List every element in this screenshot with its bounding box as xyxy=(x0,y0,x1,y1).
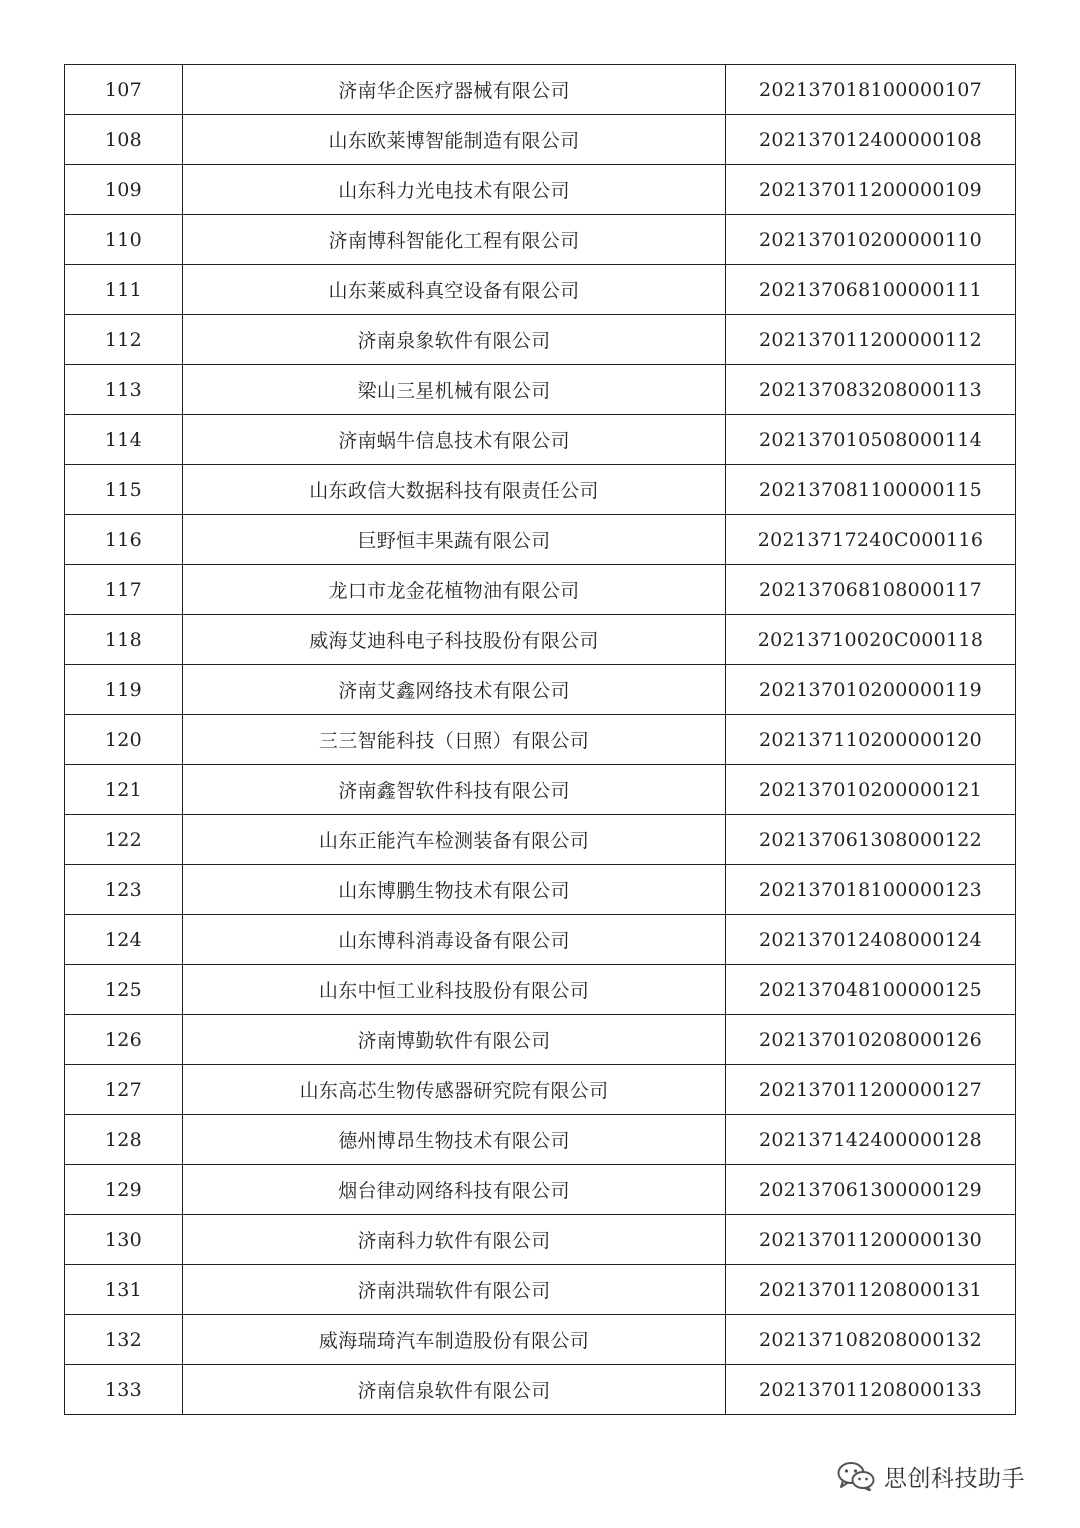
registration-code: 202137011200000112 xyxy=(726,315,1016,365)
company-name: 济南博科智能化工程有限公司 xyxy=(183,215,726,265)
company-name: 济南博勤软件有限公司 xyxy=(183,1015,726,1065)
company-name: 龙口市龙金花植物油有限公司 xyxy=(183,565,726,615)
table-row xyxy=(65,1015,1016,1065)
company-name: 济南鑫智软件科技有限公司 xyxy=(183,765,726,815)
registration-code: 202137010200000110 xyxy=(726,215,1016,265)
row-number: 113 xyxy=(65,365,183,415)
table-row xyxy=(65,115,1016,165)
row-number: 133 xyxy=(65,1365,183,1415)
row-number: 126 xyxy=(65,1015,183,1065)
registration-code: 20213717240C000116 xyxy=(726,515,1016,565)
company-name: 山东中恒工业科技股份有限公司 xyxy=(183,965,726,1015)
table-row xyxy=(65,1115,1016,1165)
row-number: 132 xyxy=(65,1315,183,1365)
row-number: 122 xyxy=(65,815,183,865)
table-row xyxy=(65,515,1016,565)
registration-code: 202137011200000109 xyxy=(726,165,1016,215)
row-number: 115 xyxy=(65,465,183,515)
table-row xyxy=(65,765,1016,815)
row-number: 111 xyxy=(65,265,183,315)
table-row xyxy=(65,965,1016,1015)
table-row xyxy=(65,715,1016,765)
row-number: 128 xyxy=(65,1115,183,1165)
company-name: 济南洪瑞软件有限公司 xyxy=(183,1265,726,1315)
row-number: 124 xyxy=(65,915,183,965)
registration-code: 202137018100000123 xyxy=(726,865,1016,915)
company-name: 山东政信大数据科技有限责任公司 xyxy=(183,465,726,515)
company-name: 山东科力光电技术有限公司 xyxy=(183,165,726,215)
registration-code: 202137110200000120 xyxy=(726,715,1016,765)
company-name: 梁山三星机械有限公司 xyxy=(183,365,726,415)
row-number: 130 xyxy=(65,1215,183,1265)
registration-code: 202137068108000117 xyxy=(726,565,1016,615)
company-name: 山东莱威科真空设备有限公司 xyxy=(183,265,726,315)
table-row xyxy=(65,415,1016,465)
row-number: 112 xyxy=(65,315,183,365)
row-number: 119 xyxy=(65,665,183,715)
company-name: 济南科力软件有限公司 xyxy=(183,1215,726,1265)
row-number: 114 xyxy=(65,415,183,465)
registration-code: 202137011200000130 xyxy=(726,1215,1016,1265)
registration-code: 202137011208000131 xyxy=(726,1265,1016,1315)
registration-code: 202137061308000122 xyxy=(726,815,1016,865)
row-number: 116 xyxy=(65,515,183,565)
table-row xyxy=(65,165,1016,215)
company-name: 威海艾迪科电子科技股份有限公司 xyxy=(183,615,726,665)
company-name: 三三智能科技（日照）有限公司 xyxy=(183,715,726,765)
registration-code: 202137061300000129 xyxy=(726,1165,1016,1215)
table-row xyxy=(65,465,1016,515)
row-number: 107 xyxy=(65,65,183,115)
company-table xyxy=(64,64,1016,1415)
table-row xyxy=(65,865,1016,915)
company-name: 济南艾鑫网络技术有限公司 xyxy=(183,665,726,715)
company-name: 巨野恒丰果蔬有限公司 xyxy=(183,515,726,565)
company-name: 山东欧莱博智能制造有限公司 xyxy=(183,115,726,165)
table-row xyxy=(65,565,1016,615)
row-number: 125 xyxy=(65,965,183,1015)
registration-code: 202137081100000115 xyxy=(726,465,1016,515)
watermark xyxy=(836,1458,1025,1494)
table-row xyxy=(65,265,1016,315)
registration-code: 202137108208000132 xyxy=(726,1315,1016,1365)
row-number: 108 xyxy=(65,115,183,165)
row-number: 117 xyxy=(65,565,183,615)
registration-code: 202137010200000119 xyxy=(726,665,1016,715)
table-row xyxy=(65,1315,1016,1365)
registration-code: 202137011208000133 xyxy=(726,1365,1016,1415)
registration-code: 20213710020C000118 xyxy=(726,615,1016,665)
table-row xyxy=(65,315,1016,365)
row-number: 131 xyxy=(65,1265,183,1315)
table-row xyxy=(65,1065,1016,1115)
wechat-icon xyxy=(836,1461,876,1491)
company-list-sheet xyxy=(64,64,1015,1415)
company-name: 济南泉象软件有限公司 xyxy=(183,315,726,365)
row-number: 110 xyxy=(65,215,183,265)
table-row xyxy=(65,615,1016,665)
table-row xyxy=(65,65,1016,115)
row-number: 121 xyxy=(65,765,183,815)
company-table-body xyxy=(65,65,1016,1415)
row-number: 120 xyxy=(65,715,183,765)
company-name: 济南华企医疗器械有限公司 xyxy=(183,65,726,115)
registration-code: 202137018100000107 xyxy=(726,65,1016,115)
table-row xyxy=(65,1365,1016,1415)
table-row xyxy=(65,215,1016,265)
row-number: 129 xyxy=(65,1165,183,1215)
registration-code: 202137010208000126 xyxy=(726,1015,1016,1065)
company-name: 威海瑞琦汽车制造股份有限公司 xyxy=(183,1315,726,1365)
registration-code: 202137012408000124 xyxy=(726,915,1016,965)
table-row xyxy=(65,665,1016,715)
registration-code: 202137011200000127 xyxy=(726,1065,1016,1115)
row-number: 118 xyxy=(65,615,183,665)
table-row xyxy=(65,1215,1016,1265)
registration-code: 202137083208000113 xyxy=(726,365,1016,415)
table-row xyxy=(65,1165,1016,1215)
registration-code: 202137010508000114 xyxy=(726,415,1016,465)
company-name: 济南蜗牛信息技术有限公司 xyxy=(183,415,726,465)
registration-code: 202137010200000121 xyxy=(726,765,1016,815)
row-number: 127 xyxy=(65,1065,183,1115)
table-row xyxy=(65,1265,1016,1315)
company-name: 山东博科消毒设备有限公司 xyxy=(183,915,726,965)
table-row xyxy=(65,915,1016,965)
registration-code: 202137048100000125 xyxy=(726,965,1016,1015)
table-row xyxy=(65,365,1016,415)
registration-code: 202137068100000111 xyxy=(726,265,1016,315)
row-number: 109 xyxy=(65,165,183,215)
registration-code: 202137142400000128 xyxy=(726,1115,1016,1165)
company-name: 德州博昂生物技术有限公司 xyxy=(183,1115,726,1165)
company-name: 济南信泉软件有限公司 xyxy=(183,1365,726,1415)
company-name: 山东高芯生物传感器研究院有限公司 xyxy=(183,1065,726,1115)
company-name: 山东正能汽车检测装备有限公司 xyxy=(183,815,726,865)
row-number: 123 xyxy=(65,865,183,915)
company-name: 山东博鹏生物技术有限公司 xyxy=(183,865,726,915)
table-row xyxy=(65,815,1016,865)
registration-code: 202137012400000108 xyxy=(726,115,1016,165)
company-name: 烟台律动网络科技有限公司 xyxy=(183,1165,726,1215)
watermark-text: 思创科技助手 xyxy=(884,1465,1025,1492)
